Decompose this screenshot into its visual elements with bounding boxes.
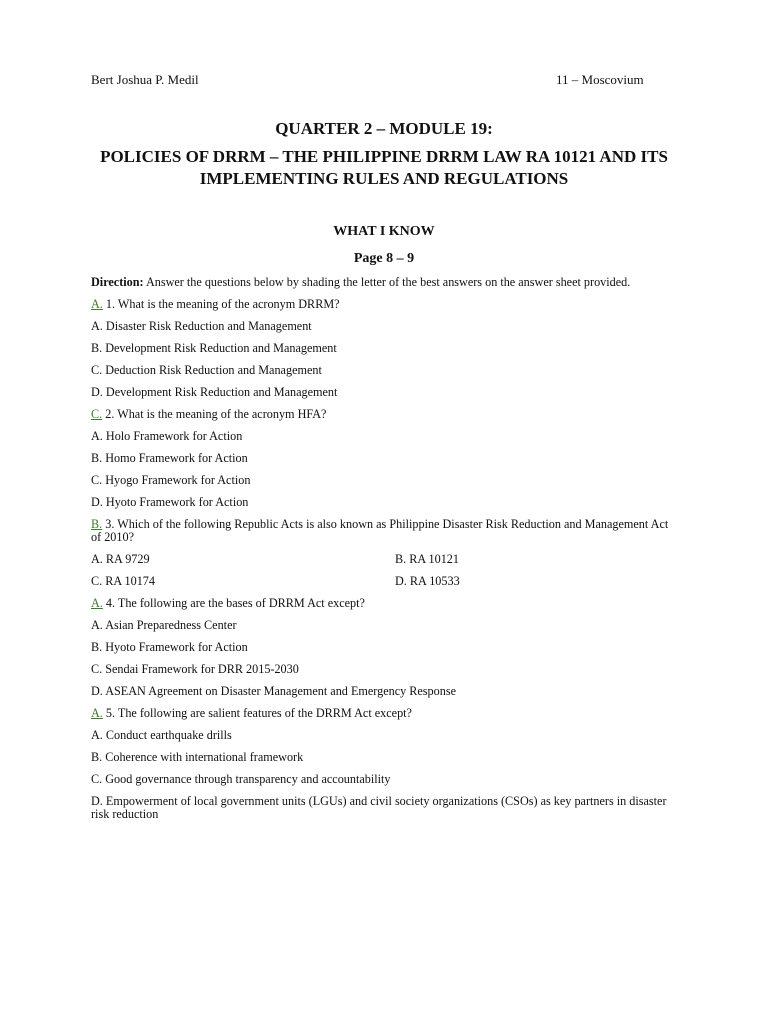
question-5-text: 5. The following are salient features of the DRRM Act except? xyxy=(102,706,412,720)
student-name: Bert Joshua P. Medil xyxy=(91,72,199,87)
questions-body xyxy=(91,276,681,830)
answer-mark-2: C. xyxy=(91,407,103,421)
direction-text: Answer the questions below by shading the letter of the best answers on the answer sheet provided. xyxy=(143,275,631,289)
q2-choice-d: D. Hyoto Framework for Action xyxy=(91,495,249,509)
q1-choice-d: D. Development Risk Reduction and Management xyxy=(91,385,338,399)
answer-mark-3: B. xyxy=(91,517,103,531)
answer-mark-1: A. xyxy=(91,297,103,311)
q4-choice-d: D. ASEAN Agreement on Disaster Management and Emergency Response xyxy=(91,684,456,698)
q3-choice-a: A. RA 9729 xyxy=(91,552,150,566)
q1-choice-c: C. Deduction Risk Reduction and Management xyxy=(91,363,322,377)
q4-choice-b: B. Hyoto Framework for Action xyxy=(91,640,248,654)
answer-mark-5: A. xyxy=(91,706,103,720)
direction-label: Direction: xyxy=(91,275,144,289)
question-3 xyxy=(91,518,681,544)
q4-choice-a: A. Asian Preparedness Center xyxy=(91,618,237,632)
q1-choice-a: A. Disaster Risk Reduction and Management xyxy=(91,319,312,333)
module-title: QUARTER 2 – MODULE 19: xyxy=(275,119,493,138)
direction xyxy=(91,276,681,289)
q3-choices-row-1 xyxy=(91,553,681,566)
q3-choice-d: D. RA 10533 xyxy=(395,574,460,588)
question-2 xyxy=(91,408,681,421)
q2-choice-b: B. Homo Framework for Action xyxy=(91,451,248,465)
q5-choice-b: B. Coherence with international framework xyxy=(91,750,304,764)
q2-choice-c: C. Hyogo Framework for Action xyxy=(91,473,251,487)
q3-choice-b: B. RA 10121 xyxy=(395,552,459,566)
q3-choices-row-2 xyxy=(91,575,681,588)
page-range: Page 8 – 9 xyxy=(353,251,415,266)
section-heading: WHAT I KNOW xyxy=(333,224,435,239)
q5-choice-c: C. Good governance through transparency and accountability xyxy=(91,772,391,786)
question-2-text: 2. What is the meaning of the acronym HFA? xyxy=(102,407,327,421)
question-5 xyxy=(91,707,681,720)
q3-choice-c: C. RA 10174 xyxy=(91,574,155,588)
question-4-text: 4. The following are the bases of DRRM Act except? xyxy=(102,596,365,610)
q5-choice-a: A. Conduct earthquake drills xyxy=(91,728,232,742)
question-3-text: 3. Which of the following Republic Acts is also known as Philippine Disaster Risk Reduction and Management Act of 2010? xyxy=(91,517,669,544)
section-name: 11 – Moscovium xyxy=(556,72,644,87)
q1-choice-b: B. Development Risk Reduction and Management xyxy=(91,341,337,355)
q4-choice-c: C. Sendai Framework for DRR 2015-2030 xyxy=(91,662,299,676)
answer-mark-4: A. xyxy=(91,596,103,610)
question-1-text: 1. What is the meaning of the acronym DRRM? xyxy=(102,297,340,311)
q5-choice-d: D. Empowerment of local government units (LGUs) and civil society organizations (CSOs) as key partners in disaster risk reduction xyxy=(91,794,667,821)
question-1 xyxy=(91,298,681,311)
q2-choice-a: A. Holo Framework for Action xyxy=(91,429,243,443)
module-subtitle: POLICIES OF DRRM – THE PHILIPPINE DRRM LAW RA 10121 AND ITS IMPLEMENTING RULES AND REGULATIONS xyxy=(100,147,668,188)
question-4 xyxy=(91,597,681,610)
